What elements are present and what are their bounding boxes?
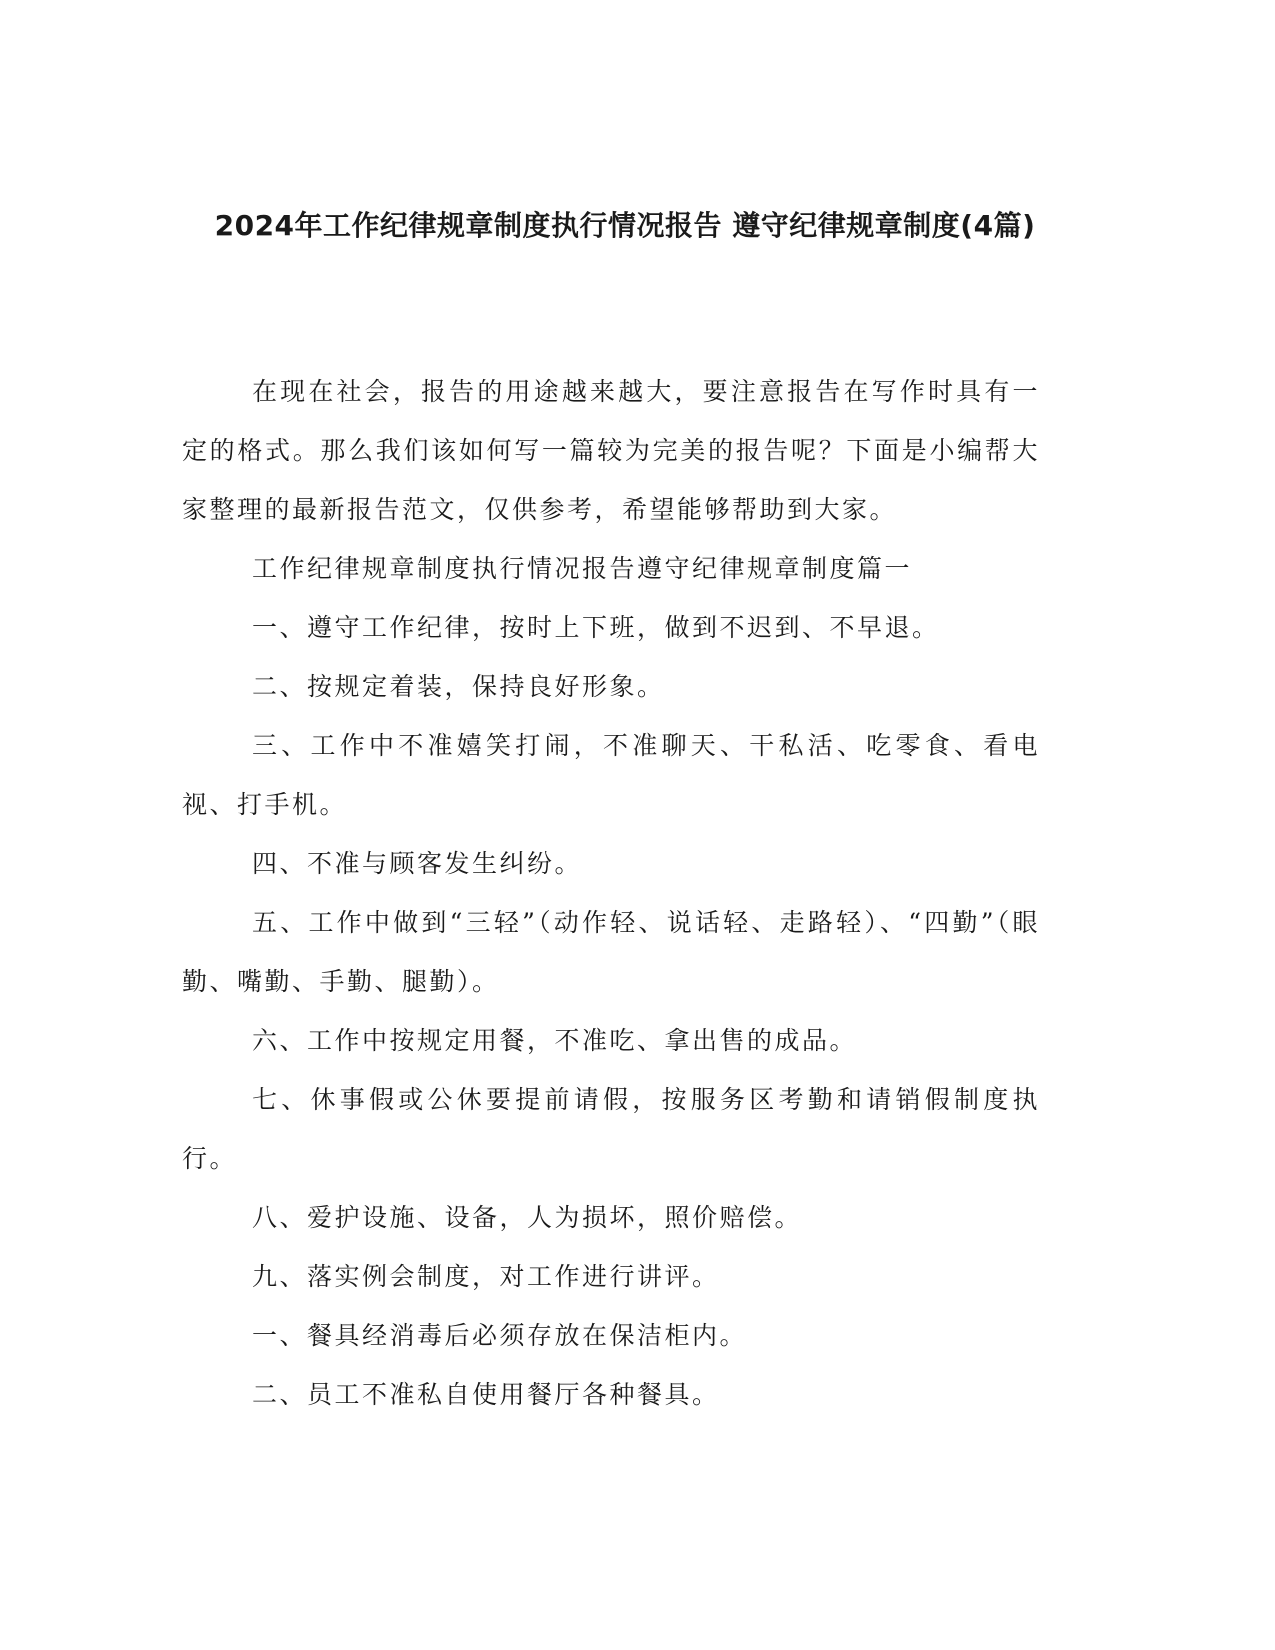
rule-item: 四、不准与顾客发生纠纷。 xyxy=(252,849,583,878)
rule-item: 三、工作中不准嬉笑打闹，不准聊天、干私活、吃零食、看电视、打手机。 xyxy=(182,731,1040,819)
rule-item: 六、工作中按规定用餐，不准吃、拿出售的成品。 xyxy=(252,1026,858,1055)
document-body xyxy=(182,362,1040,1424)
section-heading: 工作纪律规章制度执行情况报告遵守纪律规章制度篇一 xyxy=(252,554,913,583)
rule-item: 五、工作中做到“三轻”（动作轻、说话轻、走路轻）、“四勤”（眼勤、嘴勤、手勤、腿勤）。 xyxy=(182,908,1040,996)
rule-item: 一、遵守工作纪律，按时上下班，做到不迟到、不早退。 xyxy=(252,613,940,642)
rule-item: 二、按规定着装，保持良好形象。 xyxy=(252,672,665,701)
rule-item: 九、落实例会制度，对工作进行讲评。 xyxy=(252,1262,720,1291)
document-title: 2024年工作纪律规章制度执行情况报告 遵守纪律规章制度(4篇) xyxy=(214,209,1036,242)
rule-item: 八、爱护设施、设备，人为损坏，照价赔偿。 xyxy=(252,1203,803,1232)
rule-item: 一、餐具经消毒后必须存放在保洁柜内。 xyxy=(252,1321,748,1350)
rule-item: 七、休事假或公休要提前请假，按服务区考勤和请销假制度执行。 xyxy=(182,1085,1040,1173)
rule-item: 二、员工不准私自使用餐厅各种餐具。 xyxy=(252,1380,720,1409)
intro-paragraph: 在现在社会，报告的用途越来越大，要注意报告在写作时具有一定的格式。那么我们该如何写一篇较为完美的报告呢？下面是小编帮大家整理的最新报告范文，仅供参考，希望能够帮助到大家。 xyxy=(182,377,1040,524)
